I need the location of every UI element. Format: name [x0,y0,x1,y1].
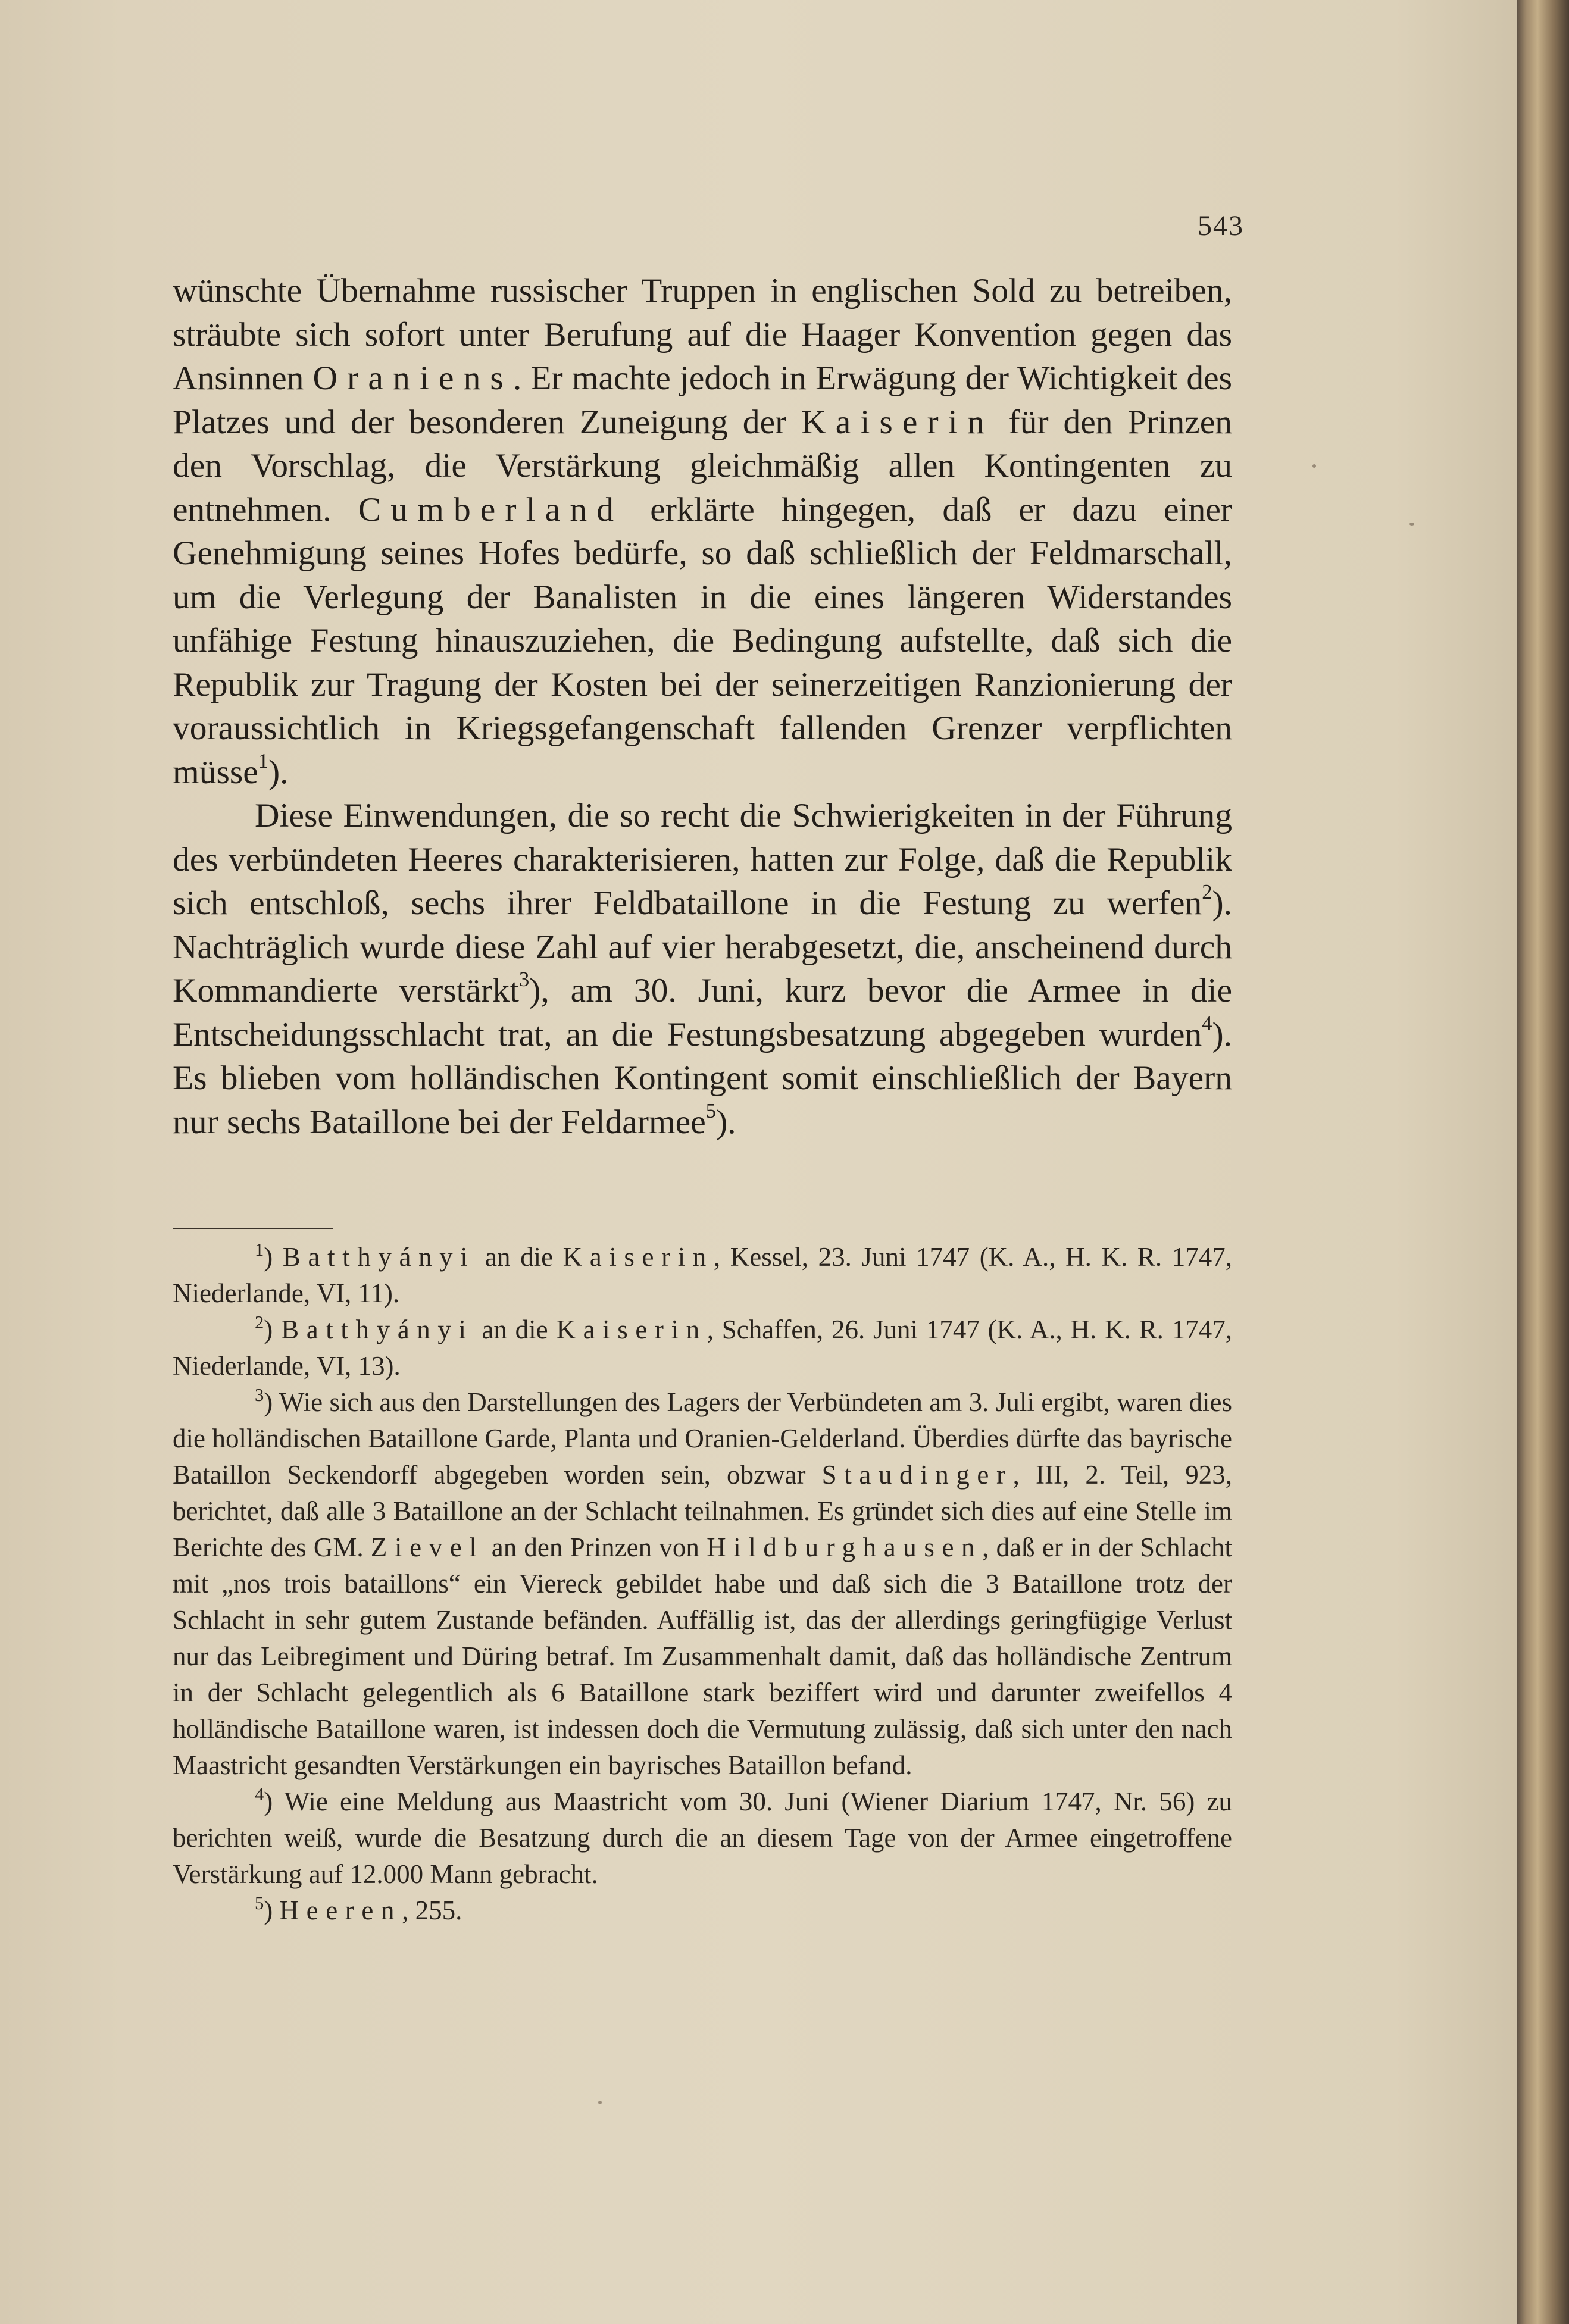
paragraph-2 [173,794,1232,1144]
footnote-3 [173,1384,1232,1784]
footnote-2 [173,1312,1232,1384]
footnotes [173,1239,1232,1929]
text-run: , III, 2. Teil, 923, berichtet, daß alle 3 Bataillone an der Schlacht teilnahmen. Es gründet sich dies auf eine Stelle im Berichte des GM. [173,1460,1233,1562]
footnote-reference: 3 [518,968,530,991]
text-run: ) [264,1242,283,1272]
spaced-name: Heeren [279,1896,402,1925]
spaced-name: Kaiserin [562,1242,714,1272]
text-run: an die [475,1242,563,1272]
text-run: , Kessel, 23. Juni 1747 (K. A., H. K. R. 1747, Niederlande, VI, 11). [173,1242,1232,1308]
text-run: , daß er in der Schlacht mit „nos trois bataillons“ ein Viereck gebildet habe und daß sich die 3 Bataillone trotz der Schlacht in sehr gutem Zustande befänden. Auffällig ist, das der allerdings geringfügige Verlust nur das Leibregiment und Düring betraf. Im Zusammenhalt damit, daß das holländische Zentrum in der Schlacht gelegentlich als 6 Bataillone stark beziffert wird und darunter zweifellos 4 holländische Bataillone waren, ist indessen doch die Vermutung zulässig, daß sich unter den nach Maastricht gesandten Verstärkungen ein bayrisches Bataillon befand. [173,1532,1233,1780]
text-run: an die [473,1315,557,1344]
text-run: ) Wie sich aus den Darstellungen des Lagers der Verbündeten am 3. Juli ergibt, waren dies die holländischen Bataillone Garde, Planta und Oranien-Gelderland. Überdies dürfte das bayrische Bataillon Seckendorff abgegeben worden sein, obzwar [173,1387,1232,1490]
footnote-5 [173,1893,1232,1929]
footnote-reference: 4 [1202,1012,1212,1035]
footnote-1 [173,1239,1232,1312]
footnote-number: 5 [255,1893,264,1914]
spaced-name: Oraniens [312,359,513,397]
spaced-name: Batthyányi [282,1242,476,1272]
text-run: für den Prinzen den Vorschlag, die Verstärkung gleichmäßig allen Kontingenten zu entnehmen. [173,403,1232,528]
main-text [173,269,1232,1144]
spaced-name: Hildburghausen [707,1532,983,1562]
spaced-name: Kaiserin [801,403,994,441]
page-number: 543 [1198,210,1244,242]
book-edge [1517,0,1569,2324]
paper-speck [1409,523,1414,526]
text-run: an den Prinzen von [484,1532,707,1562]
footnote-4 [173,1784,1232,1893]
text-run: . Er machte jedoch in Erwägung der Wichtigkeit des Platzes und der besonderen Zuneigung der [173,359,1233,441]
spaced-name: Staudinger [821,1460,1013,1490]
paragraph-1 [173,269,1232,794]
footnote-separator [173,1228,333,1229]
text-run: ) [264,1315,282,1344]
footnote-reference: 5 [705,1099,716,1122]
paper-speck [1312,464,1316,468]
text-run: ). [268,753,289,791]
text-run: ). Nachträglich wurde diese Zahl auf vier herabgesetzt, die, anscheinend durch Kommandierte verstärkt [173,884,1232,1009]
text-run: ) [264,1896,280,1925]
spaced-name: Zievel [370,1532,485,1562]
text-run: erklärte hingegen, daß er dazu einer Genehmigung seines Hofes bedürfe, so daß schließlich der Feldmarschall, um die Verlegung der Banalisten in die eines längeren Widerstandes unfähige Festung hinauszuziehen, die Bedingung aufstellte, daß sich die Republik zur Tragung der Kosten bei der seinerzeitigen Ranzionierung der voraussichtlich in Kriegsgefangenschaft fallenden Grenzer verpflichten müsse [173,490,1233,791]
spaced-name: Cumberland [358,490,624,528]
footnote-number: 2 [255,1312,264,1333]
text-run: ). Es blieben vom holländischen Kontingent somit einschließlich der Bayern nur sechs Bataillone bei der Feldarmee [173,1015,1232,1141]
text-run: Diese Einwendungen, die so recht die Schwierigkeiten in der Führung des verbündeten Heeres charakterisieren, hatten zur Folge, daß die Republik sich entschloß, sechs ihrer Feldbataillone in die Festung zu werfen [173,797,1232,922]
footnote-number: 3 [255,1385,264,1406]
spaced-name: Batthyányi [281,1315,474,1344]
footnote-number: 4 [255,1784,264,1805]
text-run: ). [715,1103,736,1141]
text-run: ) Wie eine Meldung aus Maastricht vom 30. Juni (Wiener Diarium 1747, Nr. 56) zu berichten weiß, wurde die Besatzung durch die an diesem Tage von der Armee eingetroffene Verstärkung auf 12.000 Mann gebracht. [173,1787,1232,1889]
footnote-reference: 1 [258,749,268,772]
text-run: wünschte Übernahme russischer Truppen in englischen Sold zu betreiben, sträubte sich sofort unter Berufung auf die Haager Konvention gegen das Ansinnen [173,272,1232,397]
text-run: ), am 30. Juni, kurz bevor die Armee in die Entscheidungsschlacht trat, an die Festungsbesatzung abgegeben wurden [173,972,1232,1053]
footnote-number: 1 [255,1240,264,1260]
spaced-name: Kaiserin [556,1315,707,1344]
footnote-reference: 2 [1202,881,1212,904]
text-run: , 255. [402,1896,462,1925]
text-run: , Schaffen, 26. Juni 1747 (K. A., H. K. R. 1747, Niederlande, VI, 13). [173,1315,1232,1381]
paper-speck [598,2101,602,2104]
